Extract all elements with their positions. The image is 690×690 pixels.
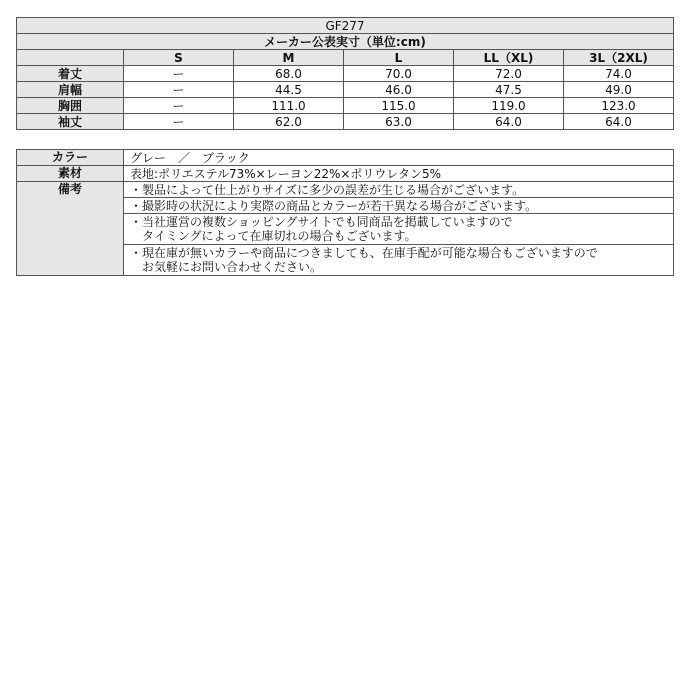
material-row (17, 166, 674, 182)
table-cell: 46.0 (344, 82, 454, 98)
table-cell: 74.0 (564, 66, 674, 82)
info-table (16, 149, 674, 276)
note-text: お気軽にお問い合わせください。 (130, 260, 323, 274)
note-text: ・撮影時の状況により実際の商品とカラーが若干異なる場合がございます。 (130, 198, 538, 213)
note-text: ・当社運営の複数ショッピングサイトでも同商品を掲載していますので (130, 215, 513, 229)
note-item (124, 198, 674, 214)
material-value: 表地:ポリエステル73%×レーヨン22%×ポリウレタン5% (124, 166, 674, 182)
size-header: M (234, 50, 344, 66)
table-cell: 64.0 (564, 114, 674, 130)
table-cell: 49.0 (564, 82, 674, 98)
table-cell: 68.0 (234, 66, 344, 82)
size-header: 3L（2XL) (564, 50, 674, 66)
notes-label: 備考 (17, 182, 124, 276)
note-item (124, 214, 674, 245)
size-header: L (344, 50, 454, 66)
table-cell: ー (124, 98, 234, 114)
table-row (17, 82, 674, 98)
size-header-row (17, 50, 674, 66)
table-cell: 63.0 (344, 114, 454, 130)
table-cell: ー (124, 114, 234, 130)
size-header: S (124, 50, 234, 66)
note-text: ・現在庫が無いカラーや商品につきましても、在庫手配が可能な場合もございますので (130, 246, 598, 260)
row-label: 肩幅 (17, 82, 124, 98)
note-text: ・製品によって仕上がりサイズに多少の誤差が生じる場合がございます。 (130, 182, 525, 197)
color-row (17, 150, 674, 166)
table-cell: 62.0 (234, 114, 344, 130)
size-table-subtitle: メーカー公表実寸（単位:cm) (17, 34, 674, 50)
color-label: カラー (17, 150, 124, 166)
table-row (17, 114, 674, 130)
table-row (17, 66, 674, 82)
size-header: LL（XL) (454, 50, 564, 66)
table-cell: 64.0 (454, 114, 564, 130)
table-cell: 70.0 (344, 66, 454, 82)
table-cell: 111.0 (234, 98, 344, 114)
table-cell: 47.5 (454, 82, 564, 98)
product-code: GF277 (17, 18, 674, 34)
row-label: 袖丈 (17, 114, 124, 130)
color-value: グレー ／ ブラック (124, 150, 674, 166)
note-item (124, 245, 674, 276)
header-empty-cell (17, 50, 124, 66)
table-row (17, 98, 674, 114)
table-cell: 44.5 (234, 82, 344, 98)
size-table (16, 17, 674, 130)
table-cell: ー (124, 82, 234, 98)
material-label: 素材 (17, 166, 124, 182)
note-row (17, 182, 674, 198)
table-cell: 115.0 (344, 98, 454, 114)
table-cell: 119.0 (454, 98, 564, 114)
table-cell: ー (124, 66, 234, 82)
note-item (124, 182, 674, 198)
table-cell: 72.0 (454, 66, 564, 82)
row-label: 胸囲 (17, 98, 124, 114)
note-text: タイミングによって在庫切れの場合もございます。 (130, 229, 417, 243)
table-cell: 123.0 (564, 98, 674, 114)
row-label: 着丈 (17, 66, 124, 82)
